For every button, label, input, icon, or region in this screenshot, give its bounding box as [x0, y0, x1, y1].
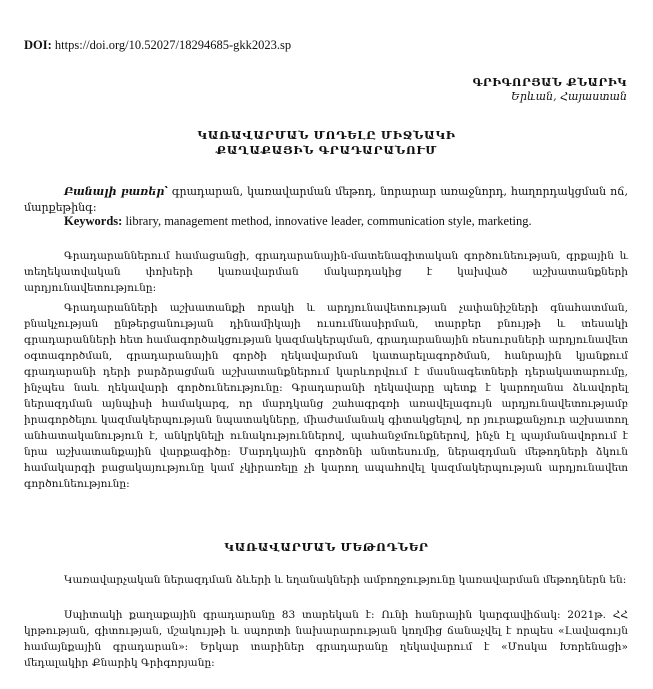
doi-link[interactable]: https://doi.org/10.52027/18294685-gkk2023.sp [54, 38, 292, 52]
keywords-hy-text: գրադարան, կառավարման մեթոդ, նորարար առաջնորդ, հաղորդակցման ոճ, մարքեթինգ: [24, 185, 629, 214]
body-paragraph-1: Գրադարաններում համացանցի, գրադարանային-մատենագիտական գործունեության, գրքային և տեղեկատվական փոխերի կառավարման մակարդակից է կախված աշխատանքների արդյունավետությունը: [24, 250, 628, 294]
keywords-en-label: Keywords: [64, 214, 123, 228]
body-paragraph-3: Կառավարչական ներազդման ձևերի և եղանակների ամբողջությունը կառավարման մեթոդներն են: [64, 574, 627, 586]
paper-title [0, 128, 653, 158]
author-location: Երևան, Հայաստան [511, 90, 627, 103]
title-line-1: ԿԱՌԱՎԱՐՄԱՆ ՄՈԴԵԼԸ ՄԻՋՆԱԿԻ [197, 128, 456, 142]
section-heading: ԿԱՌԱՎԱՐՄԱՆ ՄԵԹՈԴՆԵՐ [224, 540, 429, 554]
author-name: ԳՐԻԳՈՐՅԱՆ ՔՆԱՐԻԿ [472, 76, 627, 89]
title-line-2: ՔԱՂԱՔԱՅԻՆ ԳՐԱԴԱՐԱՆՈՒՄ [215, 143, 438, 157]
author-block [473, 76, 627, 104]
body-paragraph-2: Գրադարանների աշխատանքի որակի և արդյունավետության չափանիշների գնահատման, բնակչության ընթերցանության դինամիկայի ուսումնասիրման, տարբեր բնույթի և տեսակի գրադարանների հետ համագործակցության կազմակերպման, գրադարանային ռեսուրսների արդյունավետ օգտագործման, գրադարանային գործի ղեկավարման կատարելագործման, հանրային կյանքում գրադարանի դերի բարձրացման աշխատանքներում կարևորվում է մասնագետների դերակատարումը, ինչպես նաև ղեկավարի գործունեությունը: Գրադարանի ղեկավարը պետք է կարողանա ձևավորել ներազդման այնպիսի համակարգ, որ մարդկանց շահագրգռի առավելագույն արդյունավետությամբ իրագործելու կազմակերպության նպատակները, միաժամանակ գիտակցելով, որ յուրաքանչյուր աշխատող անհատականություն է, անկրկնելի ունակություններով, պահանջմունքներով, ինչն էլ պայմանավորում է նրա աշխատանքային վարքագիծը: Մարդկային գործոնի անտեսումը, ներազդման մեթոդների ձկուն համակարգի բացակայությունը կամ չկիրառելը չի կարող ապահովել կազմակերպության արդյունավետ գործունեությունը: [24, 302, 628, 490]
keywords-english [64, 214, 532, 229]
keywords-en-text: library, management method, innovative leader, communication style, marketing. [122, 214, 532, 228]
doi-label: DOI: [24, 38, 52, 52]
keywords-armenian [24, 184, 628, 216]
keywords-hy-label: Բանալի բառեր՝ [64, 185, 168, 198]
doi-line [24, 38, 291, 53]
body-paragraph-4: Սպիտակի քաղաքային գրադարանը 83 տարեկան է: Ունի հանրային կարգավիճակ: 2021թ. ՀՀ կրթության, գիտության, մշակույթի և սպորտի նախարարության կողմից ճանաչվել է որպես «Լավագույն համայնքային գրադարան»: Երկար տարիներ գրադարանը ղեկավարում է «Մոսկա Խորենացի» մեդալակիր Քնարիկ Գրիգորյանը: [24, 609, 628, 669]
